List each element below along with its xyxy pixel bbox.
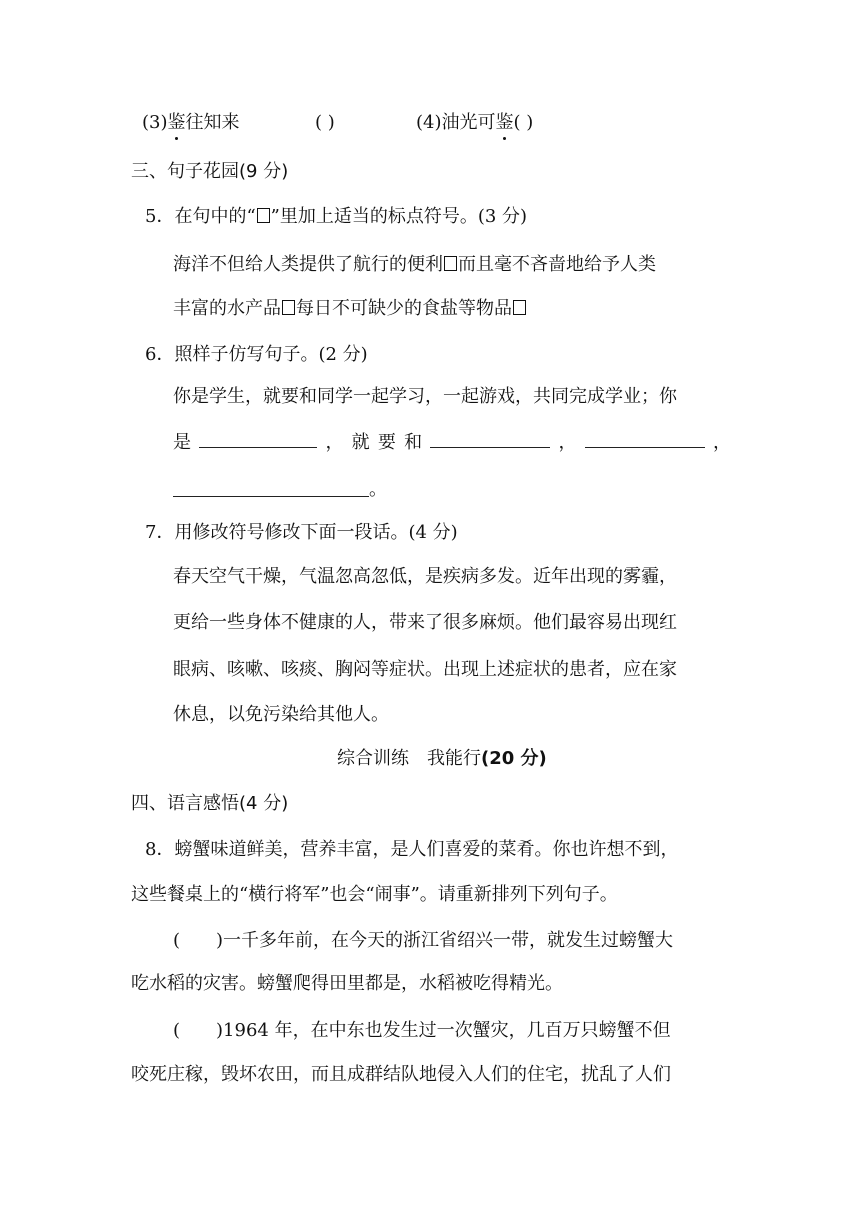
q6-comma-3: ， (712, 432, 731, 453)
item4-number: (4) (416, 112, 442, 133)
q5-line1-text-a: 海洋不但给人类提供了航行的便利 (173, 254, 443, 275)
q8-item2-line1 (173, 1019, 671, 1043)
q6-fill-line3 (173, 478, 387, 502)
q6-text-yao: 要 (377, 432, 396, 453)
training-heading (337, 747, 547, 771)
q6-text-jiu: 就 (351, 432, 370, 453)
q6-blank-4[interactable] (173, 480, 369, 497)
section4-title: 四、语言感悟(4 分) (131, 793, 289, 814)
item3-answer-paren[interactable]: ( ) (315, 112, 335, 133)
q6-fill-line2 (173, 431, 731, 455)
q7-paragraph-line: 休息，以免污染给其他人。 (173, 704, 389, 725)
q7-paragraph-line: 春天空气干燥，气温忽高忽低，是疾病多发。近年出现的雾霾， (173, 566, 677, 587)
training-heading-score: (20 分) (481, 748, 547, 769)
q7-paragraph-line: 更给一些身体不健康的人，带来了很多麻烦。他们最容易出现红 (173, 612, 677, 633)
q5-sentence-line2 (173, 297, 527, 321)
q5-line2-text-b: 每日不可缺少的食盐等物品 (296, 298, 512, 319)
item3-dotted-char: 鉴 (167, 112, 186, 133)
q8-intro-line2: 这些餐桌上的“横行将军”也会“闹事”。请重新排列下列句子。 (131, 884, 618, 905)
section3-title: 三、句子花园(9 分) (131, 161, 289, 182)
q5-blank-box-3[interactable] (513, 300, 526, 315)
q7-stem: 7．用修改符号修改下面一段话。(4 分) (145, 522, 458, 543)
q6-blank-3[interactable] (585, 431, 705, 448)
q5-blank-box-2[interactable] (282, 300, 295, 315)
punctuation-box-icon (257, 208, 270, 223)
q6-blank-1[interactable] (199, 431, 317, 448)
item3-number: (3) (142, 112, 168, 133)
q6-stem: 6．照样子仿写句子。(2 分) (145, 344, 368, 365)
item4-text: 油光可 (441, 112, 496, 133)
q6-text-shi: 是 (173, 432, 191, 453)
q5-stem-part2: ”里加上适当的标点符号。(3 分) (270, 206, 528, 227)
q8-item1-text: 一千多年前，在今天的浙江省绍兴一带，就发生过螃蟹大 (223, 930, 674, 951)
item4-answer-paren[interactable]: ( ) (513, 112, 534, 133)
item4-line (416, 111, 533, 135)
q6-example-line1: 你是学生，就要和同学一起学习，一起游戏，共同完成学业；你 (173, 386, 677, 407)
q8-item1-line1 (173, 929, 673, 953)
vocab-items-line (142, 111, 240, 135)
q8-item2-answer-paren[interactable]: ( ) (173, 1020, 224, 1041)
q5-sentence-line1 (173, 253, 656, 277)
q7-paragraph-line: 眼病、咳嗽、咳痰、胸闷等症状。出现上述症状的患者，应在家 (173, 659, 677, 680)
q8-item2-line2: 咬死庄稼，毁坏农田，而且成群结队地侵入人们的住宅，扰乱了人们 (131, 1064, 671, 1085)
q5-line2-text-a: 丰富的水产品 (173, 298, 281, 319)
q8-item2-text: 1964 年，在中东也发生过一次蟹灾，几百万只螃蟹不但 (223, 1020, 671, 1041)
q6-blank-2[interactable] (430, 431, 550, 448)
q5-stem (145, 205, 527, 229)
item3-rest: 往知来 (185, 112, 240, 133)
q5-line1-text-b: 而且毫不吝啬地给予人类 (458, 254, 656, 275)
q8-intro-line1: 8．螃蟹味道鲜美，营养丰富，是人们喜爱的菜肴。你也许想不到， (145, 839, 679, 860)
q6-comma-2: ， (558, 432, 577, 453)
q8-item1-line2: 吃水稻的灾害。螃蟹爬得田里都是，水稻被吃得精光。 (131, 973, 563, 994)
q6-period: 。 (369, 479, 387, 500)
q6-text-he: 和 (404, 432, 423, 453)
q5-blank-box-1[interactable] (444, 256, 457, 271)
q5-stem-part1: 5．在句中的“ (145, 206, 256, 227)
q8-item1-answer-paren[interactable]: ( ) (173, 930, 224, 951)
q6-comma-1: ， (325, 432, 344, 453)
training-heading-text: 综合训练 我能行 (337, 748, 481, 769)
item4-dotted-char: 鉴 (495, 112, 514, 133)
